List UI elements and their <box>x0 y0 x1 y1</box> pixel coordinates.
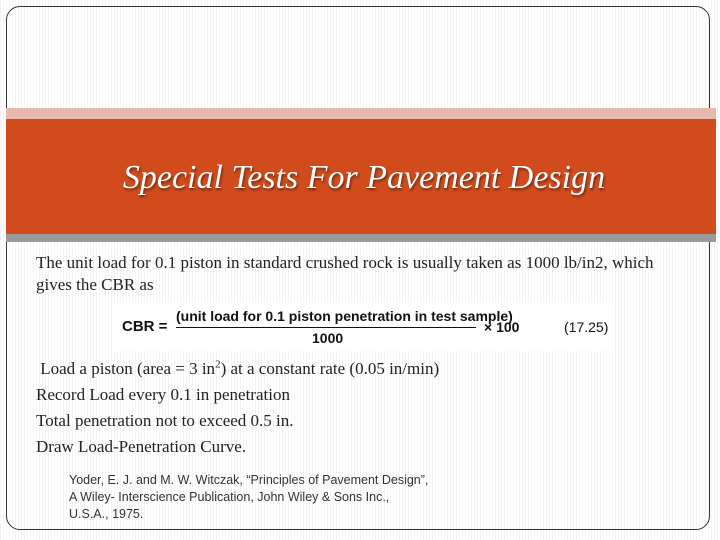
formula-numerator: (unit load for 0.1 piston penetration in test sample) <box>176 308 513 324</box>
superscript-2: 2 <box>215 358 221 371</box>
step-total-penetration: Total penetration not to exceed 0.5 in. <box>36 411 294 430</box>
formula-denominator: 1000 <box>312 330 344 346</box>
title-band <box>6 119 716 234</box>
title-top-rule <box>6 108 716 119</box>
title-bottom-rule <box>6 234 716 242</box>
formula-multiplier: × 100 <box>484 319 520 335</box>
step-load-piston-text-b: ) at a constant rate (0.05 in/min) <box>220 359 440 378</box>
formula-equation-number: (17.25) <box>564 319 609 335</box>
step-record-load: Record Load every 0.1 in penetration <box>36 385 290 404</box>
step-draw-curve: Draw Load-Penetration Curve. <box>36 437 247 456</box>
cbr-formula <box>112 303 614 351</box>
intro-paragraph: The unit load for 0.1 piston in standard crushed rock is usually taken as 1000 lb/in2, which gives the CBR as <box>36 253 654 294</box>
step-load-piston-text-a: Load a piston (area = 3 in <box>40 359 216 378</box>
slide-title: Special Tests For Pavement Design <box>122 159 606 196</box>
step-load-piston <box>36 356 696 382</box>
reference-citation: Yoder, E. J. and M. W. Witczak, “Principles of Pavement Design”, A Wiley- Interscience Publication, John Wiley & Sons Inc., U.S.A., 1975. <box>69 473 429 521</box>
formula-fraction-bar <box>176 327 476 328</box>
procedure-steps <box>36 356 696 460</box>
formula-lhs: CBR = <box>122 318 168 335</box>
